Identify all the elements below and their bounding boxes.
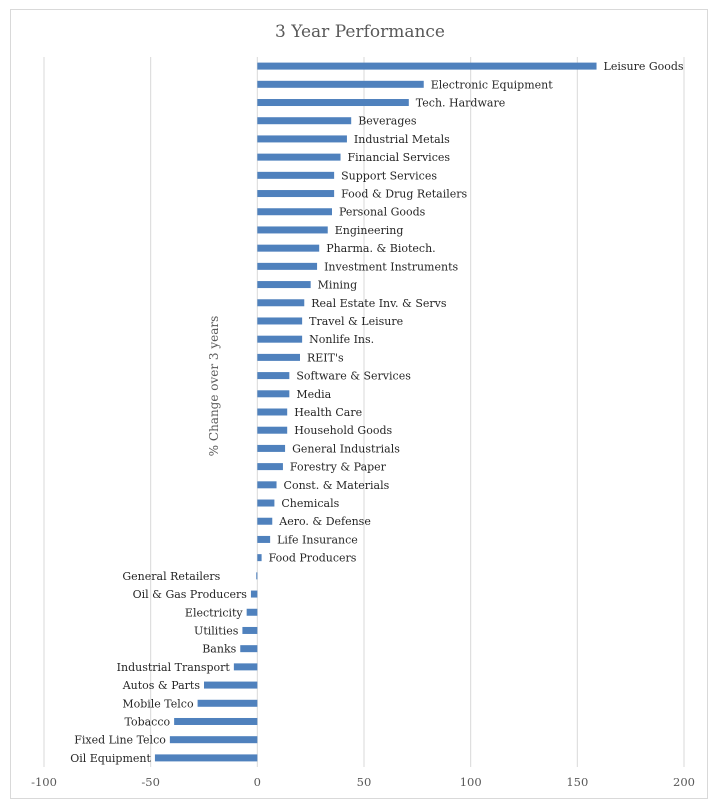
category-label: Oil Equipment [70, 751, 151, 765]
bar [257, 463, 283, 470]
category-label: Mobile Telco [122, 697, 194, 711]
category-label: Pharma. & Biotech. [326, 242, 436, 256]
x-tick-label: -100 [31, 775, 57, 789]
bar [257, 81, 423, 88]
category-labels [70, 60, 684, 765]
bar [257, 536, 270, 543]
bar [198, 700, 258, 707]
category-label: Media [296, 387, 332, 401]
category-label: Engineering [334, 223, 404, 237]
bar [257, 427, 287, 434]
category-label: Industrial Metals [353, 132, 450, 146]
chart-frame [10, 9, 708, 799]
category-label: Oil & Gas Producers [132, 588, 247, 602]
bar [247, 609, 258, 616]
category-label: Industrial Transport [116, 660, 230, 674]
bar [257, 500, 274, 507]
category-label: Forestry & Paper [289, 460, 386, 474]
bar [257, 135, 347, 142]
category-label: Real Estate Inv. & Servs [311, 296, 447, 310]
category-label: REIT's [307, 351, 344, 365]
category-label: Mining [317, 278, 358, 292]
bar [257, 281, 310, 288]
bar [257, 226, 327, 233]
category-label: Beverages [358, 114, 417, 128]
category-label: Food & Drug Retailers [341, 187, 468, 201]
bar [257, 208, 332, 215]
category-label: Fixed Line Telco [74, 733, 166, 747]
bar [174, 718, 257, 725]
category-label: Aero. & Defense [279, 515, 371, 529]
bar [257, 481, 276, 488]
bar [257, 390, 289, 397]
bar [257, 409, 287, 416]
bar [257, 445, 285, 452]
bar [257, 63, 596, 70]
x-tick-label: 200 [673, 775, 695, 789]
category-label: Support Services [341, 169, 437, 183]
category-label: Life Insurance [277, 533, 358, 547]
category-label: Leisure Goods [603, 60, 684, 74]
bar [257, 117, 351, 124]
bar [257, 172, 334, 179]
category-label: Electronic Equipment [430, 78, 553, 92]
category-label: General Industrials [292, 442, 400, 456]
bars [155, 63, 597, 762]
category-label: Travel & Leisure [309, 314, 404, 328]
bar [204, 682, 257, 689]
category-label: Nonlife Ins. [309, 333, 375, 347]
x-tick-label: 50 [356, 775, 372, 789]
bar [242, 627, 257, 634]
bar [257, 336, 302, 343]
bar [170, 736, 257, 743]
category-label: Electricity [184, 606, 243, 620]
bar [257, 99, 408, 106]
x-tick-label: -50 [141, 775, 160, 789]
bar [257, 354, 300, 361]
category-label: Software & Services [296, 369, 411, 383]
category-label: Chemicals [281, 497, 340, 511]
bar [155, 754, 257, 761]
bar [251, 591, 257, 598]
category-label: Household Goods [294, 424, 393, 438]
category-label: Autos & Parts [122, 679, 200, 693]
bar [257, 299, 304, 306]
bar [234, 663, 257, 670]
category-label: Tech. Hardware [415, 96, 506, 110]
x-tick-label: 100 [459, 775, 482, 789]
bar [257, 518, 272, 525]
category-label: Tobacco [124, 715, 171, 729]
category-label: Health Care [294, 406, 363, 419]
bar-chart [11, 10, 709, 800]
x-axis-ticks [31, 775, 695, 789]
category-label: Banks [202, 642, 237, 656]
category-label: Const. & Materials [283, 478, 390, 492]
bar [240, 645, 257, 652]
x-tick-label: 150 [566, 775, 589, 789]
bar [257, 263, 317, 270]
bar [257, 245, 319, 252]
bar [257, 154, 340, 161]
chart-title: 3 Year Performance [275, 22, 445, 42]
y-axis-title: % Change over 3 years [207, 315, 221, 457]
category-label: General Retailers [122, 569, 221, 583]
bar [256, 572, 257, 579]
category-label: Personal Goods [339, 205, 426, 219]
category-label: Investment Instruments [324, 260, 459, 274]
category-label: Utilities [194, 624, 239, 638]
bar [257, 317, 302, 324]
bar [257, 554, 261, 561]
bar [257, 190, 334, 197]
bar [257, 372, 289, 379]
category-label: Financial Services [347, 151, 451, 165]
category-label: Food Producers [268, 551, 357, 565]
x-tick-label: 0 [253, 775, 261, 789]
